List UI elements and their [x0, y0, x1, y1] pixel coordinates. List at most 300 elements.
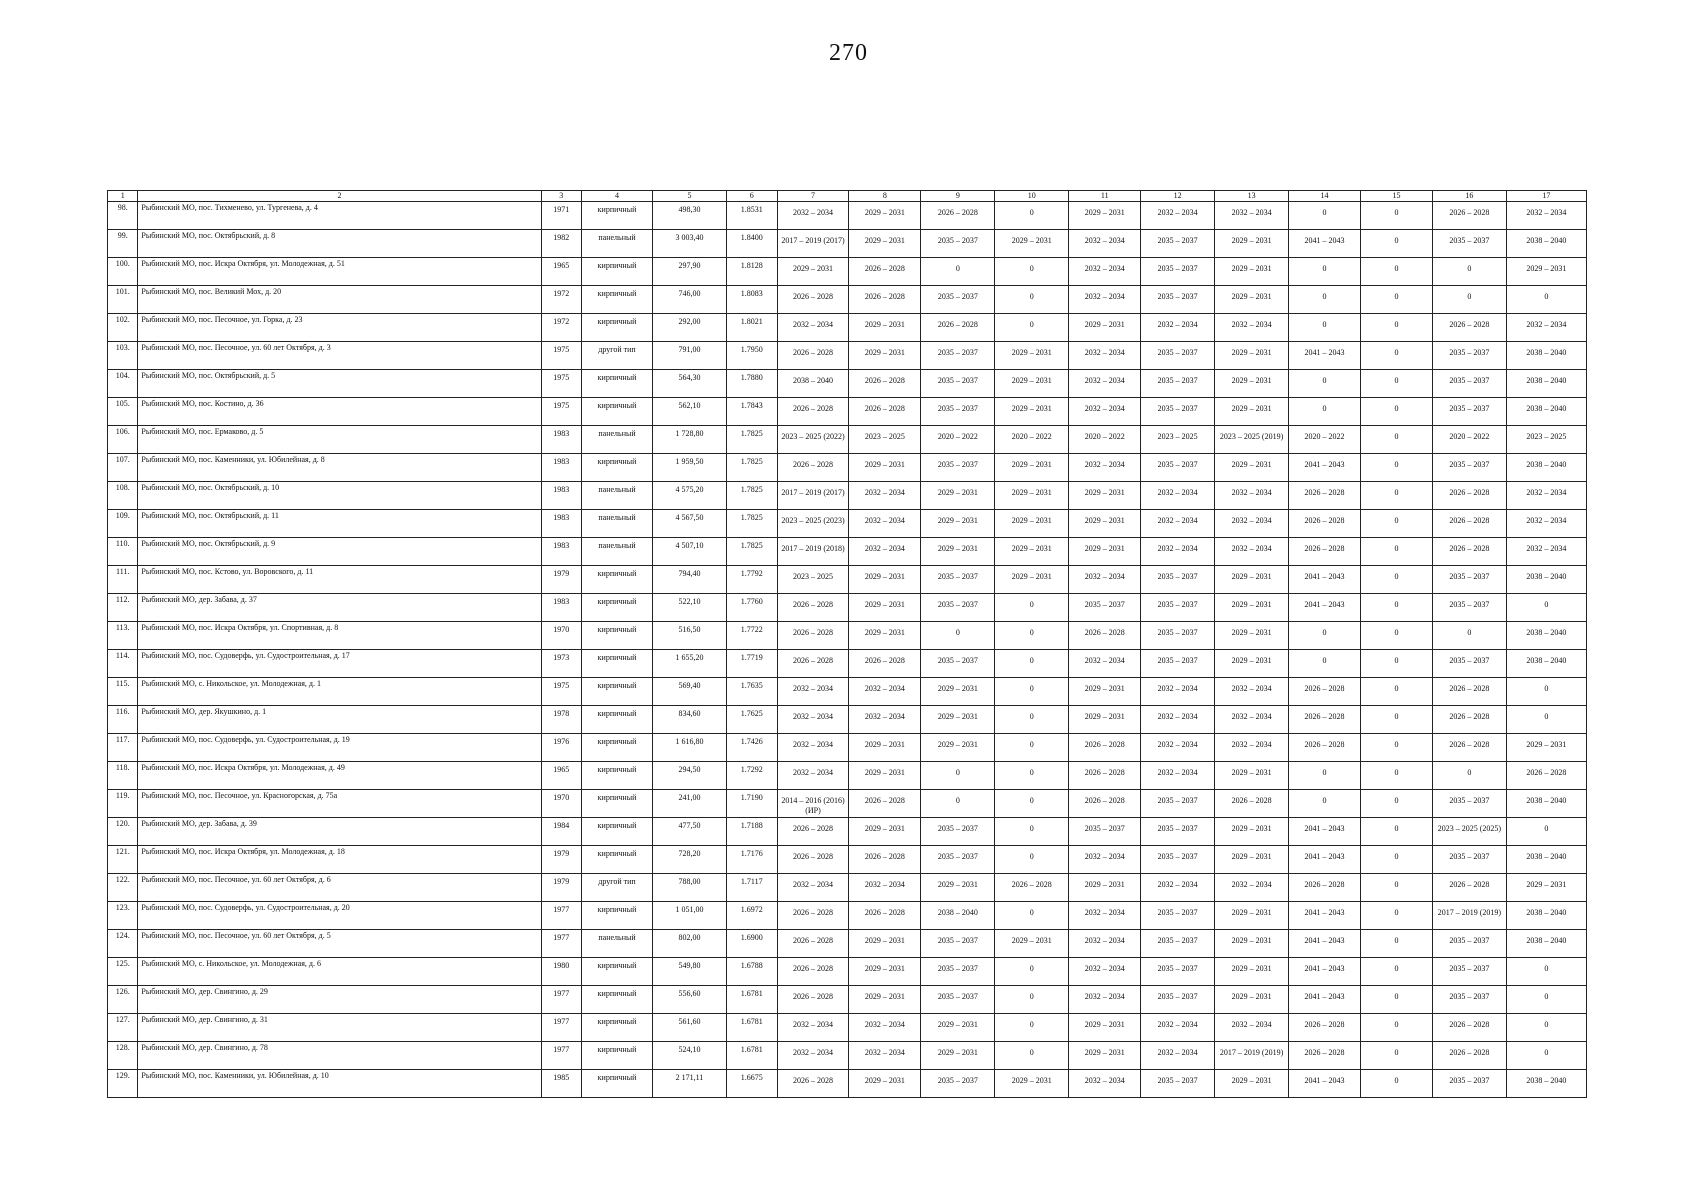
table-cell: 2038 – 2040 [1506, 846, 1586, 874]
table-cell: 2035 – 2037 [1141, 790, 1215, 818]
table-cell: 2029 – 2031 [1215, 258, 1289, 286]
address-cell: Рыбинский МО, пос. Песочное, ул. Горка, д. 23 [138, 314, 541, 342]
table-cell: 1970 [541, 622, 582, 650]
table-cell: кирпичный [582, 790, 653, 818]
table-cell: 2023 – 2025 (2025) [1432, 818, 1506, 846]
row-number: 105. [108, 398, 138, 426]
table-cell: 2035 – 2037 [921, 398, 995, 426]
table-cell: 2035 – 2037 [1432, 846, 1506, 874]
table-cell: 0 [1360, 314, 1432, 342]
table-cell: 2032 – 2034 [1215, 734, 1289, 762]
table-cell: 2035 – 2037 [1141, 230, 1215, 258]
table-cell: 2029 – 2031 [1506, 734, 1586, 762]
table-cell: панельный [582, 930, 653, 958]
table-cell: 2026 – 2028 [1289, 1042, 1361, 1070]
table-cell: 2035 – 2037 [1141, 930, 1215, 958]
table-cell: 2026 – 2028 [777, 622, 849, 650]
table-cell: 0 [995, 650, 1069, 678]
table-row [108, 370, 1587, 398]
table-cell: 2032 – 2034 [1069, 370, 1141, 398]
table-cell: 2032 – 2034 [1506, 482, 1586, 510]
table-cell: 2029 – 2031 [995, 538, 1069, 566]
table-cell: 2026 – 2028 [777, 958, 849, 986]
table-cell: 2026 – 2028 [1215, 790, 1289, 818]
address-cell: Рыбинский МО, пос. Октябрьский, д. 5 [138, 370, 541, 398]
table-cell: 788,00 [652, 874, 726, 902]
table-row [108, 762, 1587, 790]
table-cell: 0 [995, 762, 1069, 790]
table-cell: 2029 – 2031 [849, 958, 921, 986]
table-cell: 0 [1289, 258, 1361, 286]
table-cell: 2026 – 2028 [777, 650, 849, 678]
table-cell: 2032 – 2034 [1069, 930, 1141, 958]
table-cell: 516,50 [652, 622, 726, 650]
table-cell: 2023 – 2025 [849, 426, 921, 454]
table-cell: 2029 – 2031 [1215, 846, 1289, 874]
table-cell: 1983 [541, 538, 582, 566]
table-cell: кирпичный [582, 398, 653, 426]
table-row [108, 314, 1587, 342]
table-cell: 2032 – 2034 [1215, 314, 1289, 342]
table-cell: 0 [1289, 790, 1361, 818]
table-cell: 1.6781 [726, 1014, 777, 1042]
table-cell: 2020 – 2022 [1069, 426, 1141, 454]
table-cell: 2032 – 2034 [849, 538, 921, 566]
table-cell: 2023 – 2025 (2023) [777, 510, 849, 538]
table-cell: 2041 – 2043 [1289, 230, 1361, 258]
table-cell: 2032 – 2034 [1215, 706, 1289, 734]
address-cell: Рыбинский МО, пос. Октябрьский, д. 8 [138, 230, 541, 258]
table-cell: 2038 – 2040 [1506, 454, 1586, 482]
row-number: 127. [108, 1014, 138, 1042]
row-number: 116. [108, 706, 138, 734]
table-cell: 0 [1289, 650, 1361, 678]
table-cell: 0 [1289, 370, 1361, 398]
table-cell: 1 959,50 [652, 454, 726, 482]
table-cell: 2020 – 2022 [1432, 426, 1506, 454]
table-cell: 2029 – 2031 [1069, 314, 1141, 342]
table-cell: 2032 – 2034 [1506, 538, 1586, 566]
table-cell: 2029 – 2031 [921, 482, 995, 510]
table-cell: 2026 – 2028 [1432, 202, 1506, 230]
table-cell: 0 [1360, 258, 1432, 286]
table-row [108, 706, 1587, 734]
table-cell: 0 [995, 986, 1069, 1014]
table-cell: кирпичный [582, 706, 653, 734]
table-cell: 2017 – 2019 (2017) [777, 230, 849, 258]
table-cell: 0 [1360, 482, 1432, 510]
table-cell: кирпичный [582, 818, 653, 846]
table-cell: 1975 [541, 398, 582, 426]
table-cell: 1.7635 [726, 678, 777, 706]
table-cell: 0 [995, 1014, 1069, 1042]
table-cell: 0 [1360, 370, 1432, 398]
table-cell: 2029 – 2031 [921, 706, 995, 734]
table-cell: 2038 – 2040 [1506, 370, 1586, 398]
table-cell: 2038 – 2040 [1506, 930, 1586, 958]
table-cell: 1.7825 [726, 482, 777, 510]
table-cell: 522,10 [652, 594, 726, 622]
table-cell: 2035 – 2037 [921, 650, 995, 678]
row-number: 103. [108, 342, 138, 370]
table-cell: 562,10 [652, 398, 726, 426]
table-cell: 2032 – 2034 [777, 762, 849, 790]
address-cell: Рыбинский МО, пос. Песочное, ул. 60 лет Октября, д. 3 [138, 342, 541, 370]
row-number: 113. [108, 622, 138, 650]
table-cell: 2032 – 2034 [1215, 202, 1289, 230]
table-row [108, 454, 1587, 482]
table-cell: 2029 – 2031 [1215, 230, 1289, 258]
table-cell: 2026 – 2028 [921, 314, 995, 342]
table-row [108, 202, 1587, 230]
table-cell: 1.8400 [726, 230, 777, 258]
table-cell: 2041 – 2043 [1289, 454, 1361, 482]
table-cell: 1.7825 [726, 510, 777, 538]
table-cell: 2032 – 2034 [777, 734, 849, 762]
table-cell: кирпичный [582, 286, 653, 314]
table-cell: 2032 – 2034 [1069, 454, 1141, 482]
table-cell: 0 [995, 1042, 1069, 1070]
table-cell: 0 [995, 902, 1069, 930]
table-cell: 2032 – 2034 [777, 706, 849, 734]
table-cell: 2032 – 2034 [1069, 230, 1141, 258]
table-cell: 0 [1360, 202, 1432, 230]
table-cell: 1.6788 [726, 958, 777, 986]
address-cell: Рыбинский МО, пос. Октябрьский, д. 9 [138, 538, 541, 566]
table-cell: 2035 – 2037 [921, 286, 995, 314]
table-cell: 1965 [541, 762, 582, 790]
table-cell: 2041 – 2043 [1289, 818, 1361, 846]
row-number: 123. [108, 902, 138, 930]
table-cell: 2032 – 2034 [1141, 734, 1215, 762]
table-cell: 2035 – 2037 [1432, 594, 1506, 622]
table-cell: 2026 – 2028 [1289, 734, 1361, 762]
table-cell: 498,30 [652, 202, 726, 230]
table-cell: 2035 – 2037 [1432, 454, 1506, 482]
row-number: 124. [108, 930, 138, 958]
table-cell: 2032 – 2034 [1069, 846, 1141, 874]
table-cell: кирпичный [582, 762, 653, 790]
table-cell: 2029 – 2031 [849, 734, 921, 762]
table-cell: 1.7426 [726, 734, 777, 762]
table-cell: 2029 – 2031 [921, 1042, 995, 1070]
table-cell: 2029 – 2031 [1069, 538, 1141, 566]
table-cell: 1.8021 [726, 314, 777, 342]
table-cell: 2026 – 2028 [777, 1070, 849, 1098]
table-cell: 2035 – 2037 [1141, 818, 1215, 846]
table-cell: кирпичный [582, 902, 653, 930]
table-cell: 2038 – 2040 [1506, 790, 1586, 818]
table-cell: 524,10 [652, 1042, 726, 1070]
row-number: 115. [108, 678, 138, 706]
table-row [108, 874, 1587, 902]
table-cell: 1.8531 [726, 202, 777, 230]
table-cell: 2029 – 2031 [849, 594, 921, 622]
table-cell: 0 [1506, 286, 1586, 314]
address-cell: Рыбинский МО, пос. Искра Октября, ул. Молодежная, д. 51 [138, 258, 541, 286]
row-number: 102. [108, 314, 138, 342]
table-cell: 2032 – 2034 [1141, 482, 1215, 510]
table-cell: 2035 – 2037 [1432, 342, 1506, 370]
table-cell: кирпичный [582, 258, 653, 286]
table-cell: 1 728,80 [652, 426, 726, 454]
table-cell: 0 [921, 762, 995, 790]
column-header-3: 3 [541, 191, 582, 202]
table-cell: 1980 [541, 958, 582, 986]
table-cell: 2032 – 2034 [1069, 342, 1141, 370]
table-cell: кирпичный [582, 622, 653, 650]
table-cell: 2032 – 2034 [849, 678, 921, 706]
table-cell: 2026 – 2028 [1432, 734, 1506, 762]
table-cell: 2029 – 2031 [995, 454, 1069, 482]
table-row [108, 678, 1587, 706]
table-cell: 2026 – 2028 [1432, 1014, 1506, 1042]
table-row [108, 902, 1587, 930]
row-number: 100. [108, 258, 138, 286]
table-cell: 1983 [541, 454, 582, 482]
table-cell: 0 [1360, 818, 1432, 846]
table-cell: 2038 – 2040 [1506, 566, 1586, 594]
table-cell: 2032 – 2034 [849, 1042, 921, 1070]
table-cell: 2032 – 2034 [849, 482, 921, 510]
table-cell: 2035 – 2037 [921, 230, 995, 258]
row-number: 99. [108, 230, 138, 258]
table-cell: 0 [995, 594, 1069, 622]
table-cell: 2026 – 2028 [1506, 762, 1586, 790]
address-cell: Рыбинский МО, дер. Забава, д. 37 [138, 594, 541, 622]
table-cell: 2026 – 2028 [1289, 874, 1361, 902]
table-cell: 2032 – 2034 [1069, 398, 1141, 426]
column-number-row [108, 191, 1587, 202]
table-cell: 0 [995, 314, 1069, 342]
table-cell: 1985 [541, 1070, 582, 1098]
table-cell: 2026 – 2028 [777, 594, 849, 622]
table-cell: 2035 – 2037 [921, 958, 995, 986]
table-cell: панельный [582, 482, 653, 510]
table-cell: 2029 – 2031 [849, 314, 921, 342]
table-cell: 0 [1432, 762, 1506, 790]
address-cell: Рыбинский МО, пос. Октябрьский, д. 10 [138, 482, 541, 510]
table-cell: панельный [582, 426, 653, 454]
table-row [108, 538, 1587, 566]
column-header-9: 9 [921, 191, 995, 202]
table-cell: 2029 – 2031 [849, 1070, 921, 1098]
address-cell: Рыбинский МО, пос. Тихменево, ул. Тургенева, д. 4 [138, 202, 541, 230]
table-cell: 2026 – 2028 [1432, 510, 1506, 538]
table-cell: кирпичный [582, 846, 653, 874]
table-cell: 2026 – 2028 [1289, 678, 1361, 706]
table-cell: 2035 – 2037 [921, 930, 995, 958]
table-cell: 2035 – 2037 [1432, 230, 1506, 258]
table-row [108, 622, 1587, 650]
table-cell: 2035 – 2037 [1432, 398, 1506, 426]
table-cell: 0 [1506, 986, 1586, 1014]
table-cell: 2041 – 2043 [1289, 846, 1361, 874]
table-cell: 292,00 [652, 314, 726, 342]
table-cell: 2029 – 2031 [849, 818, 921, 846]
table-cell: 2041 – 2043 [1289, 930, 1361, 958]
table-cell: 2029 – 2031 [1069, 874, 1141, 902]
table-cell: 2032 – 2034 [1141, 874, 1215, 902]
table-cell: 0 [1360, 706, 1432, 734]
table-cell: 1977 [541, 1014, 582, 1042]
table-cell: 2017 – 2019 (2019) [1432, 902, 1506, 930]
table-cell: 2 171,11 [652, 1070, 726, 1098]
table-cell: 1 051,00 [652, 902, 726, 930]
table-cell: 2032 – 2034 [1215, 510, 1289, 538]
table-cell: кирпичный [582, 678, 653, 706]
table-row [108, 594, 1587, 622]
page-number: 270 [829, 40, 868, 66]
table-cell: 2032 – 2034 [1069, 258, 1141, 286]
table-row [108, 790, 1587, 818]
table-cell: 2020 – 2022 [995, 426, 1069, 454]
table-cell: 2032 – 2034 [1141, 1042, 1215, 1070]
table-cell: 1983 [541, 510, 582, 538]
table-cell: 2026 – 2028 [1289, 482, 1361, 510]
table-cell: 2029 – 2031 [849, 762, 921, 790]
table-cell: 1.7625 [726, 706, 777, 734]
table-cell: 2029 – 2031 [1215, 650, 1289, 678]
table-cell: 1975 [541, 342, 582, 370]
table-cell: 564,30 [652, 370, 726, 398]
table-cell: 2026 – 2028 [849, 370, 921, 398]
table-cell: 2038 – 2040 [1506, 650, 1586, 678]
table-cell: 2035 – 2037 [921, 1070, 995, 1098]
table-cell: 1978 [541, 706, 582, 734]
table-cell: 2032 – 2034 [1215, 1014, 1289, 1042]
table-cell: кирпичный [582, 1070, 653, 1098]
table-cell: 2026 – 2028 [1289, 1014, 1361, 1042]
table-cell: 1976 [541, 734, 582, 762]
table-cell: 0 [1360, 734, 1432, 762]
table-cell: 2032 – 2034 [849, 510, 921, 538]
row-number: 108. [108, 482, 138, 510]
table-cell: 0 [1360, 342, 1432, 370]
table-cell: 2029 – 2031 [995, 230, 1069, 258]
table-cell: 2035 – 2037 [1432, 1070, 1506, 1098]
table-cell: кирпичный [582, 454, 653, 482]
address-cell: Рыбинский МО, дер. Свингино, д. 78 [138, 1042, 541, 1070]
table-cell: 2029 – 2031 [849, 454, 921, 482]
table-cell: 0 [1360, 398, 1432, 426]
table-row [108, 650, 1587, 678]
table-cell: 1.8128 [726, 258, 777, 286]
column-header-2: 2 [138, 191, 541, 202]
table-cell: 2020 – 2022 [921, 426, 995, 454]
table-cell: 2035 – 2037 [1069, 594, 1141, 622]
table-row [108, 986, 1587, 1014]
row-number: 112. [108, 594, 138, 622]
row-number: 110. [108, 538, 138, 566]
table-cell: 2026 – 2028 [1069, 622, 1141, 650]
table-cell: 2029 – 2031 [1215, 342, 1289, 370]
table-cell: 2029 – 2031 [1215, 930, 1289, 958]
address-cell: Рыбинский МО, пос. Искра Октября, ул. Спортивная, д. 8 [138, 622, 541, 650]
table-cell: 1977 [541, 902, 582, 930]
table-cell: 2026 – 2028 [849, 846, 921, 874]
table-cell: 2026 – 2028 [777, 902, 849, 930]
table-cell: 746,00 [652, 286, 726, 314]
table-cell: 2035 – 2037 [1141, 650, 1215, 678]
table-cell: 0 [921, 258, 995, 286]
table-cell: 294,50 [652, 762, 726, 790]
table-cell: 2032 – 2034 [777, 678, 849, 706]
table-cell: 2038 – 2040 [777, 370, 849, 398]
column-header-14: 14 [1289, 191, 1361, 202]
table-cell: 1979 [541, 846, 582, 874]
table-cell: 2035 – 2037 [1141, 986, 1215, 1014]
column-header-11: 11 [1069, 191, 1141, 202]
table-cell: 2041 – 2043 [1289, 566, 1361, 594]
table-cell: 2032 – 2034 [1506, 314, 1586, 342]
table-cell: 2032 – 2034 [1215, 678, 1289, 706]
table-cell: 2032 – 2034 [1141, 1014, 1215, 1042]
address-cell: Рыбинский МО, дер. Якушкино, д. 1 [138, 706, 541, 734]
address-cell: Рыбинский МО, пос. Костино, д. 36 [138, 398, 541, 426]
table-cell: 2029 – 2031 [1069, 706, 1141, 734]
table-cell: 1.6781 [726, 986, 777, 1014]
table-cell: 0 [1506, 818, 1586, 846]
table-cell: 2029 – 2031 [1215, 1070, 1289, 1098]
table-cell: 2029 – 2031 [849, 622, 921, 650]
table-cell: 0 [1360, 594, 1432, 622]
table-cell: 0 [1360, 678, 1432, 706]
table-cell: 1.7176 [726, 846, 777, 874]
address-cell: Рыбинский МО, пос. Искра Октября, ул. Молодежная, д. 18 [138, 846, 541, 874]
table-cell: 0 [995, 790, 1069, 818]
table-cell: 2032 – 2034 [1069, 1070, 1141, 1098]
table-cell: 1972 [541, 286, 582, 314]
table-cell: 2026 – 2028 [777, 286, 849, 314]
table-cell: 2026 – 2028 [1069, 734, 1141, 762]
table-row [108, 734, 1587, 762]
table-cell: 2035 – 2037 [1141, 846, 1215, 874]
table-cell: 241,00 [652, 790, 726, 818]
column-header-10: 10 [995, 191, 1069, 202]
address-cell: Рыбинский МО, пос. Каменники, ул. Юбилейная, д. 8 [138, 454, 541, 482]
row-number: 122. [108, 874, 138, 902]
table-cell: 297,90 [652, 258, 726, 286]
table-cell: 2032 – 2034 [1069, 902, 1141, 930]
address-cell: Рыбинский МО, дер. Свингино, д. 29 [138, 986, 541, 1014]
table-cell: 2035 – 2037 [1432, 958, 1506, 986]
table-cell: 1977 [541, 930, 582, 958]
table-cell: 2029 – 2031 [1215, 454, 1289, 482]
table-cell: кирпичный [582, 986, 653, 1014]
table-cell: 2029 – 2031 [1069, 1042, 1141, 1070]
table-cell: 2035 – 2037 [1141, 566, 1215, 594]
table-cell: 2035 – 2037 [1432, 370, 1506, 398]
table-cell: 0 [1360, 650, 1432, 678]
table-cell: 2029 – 2031 [921, 538, 995, 566]
table-cell: 2029 – 2031 [1069, 202, 1141, 230]
table-cell: 2023 – 2025 [777, 566, 849, 594]
table-cell: 2029 – 2031 [921, 874, 995, 902]
table-cell: 2032 – 2034 [1506, 202, 1586, 230]
table-cell: 2026 – 2028 [995, 874, 1069, 902]
address-cell: Рыбинский МО, с. Никольское, ул. Молодежная, д. 1 [138, 678, 541, 706]
table-cell: 2029 – 2031 [1069, 1014, 1141, 1042]
table-cell: 1982 [541, 230, 582, 258]
table-row [108, 230, 1587, 258]
table-cell: кирпичный [582, 650, 653, 678]
table-cell: 2035 – 2037 [1141, 342, 1215, 370]
table-cell: 1.8083 [726, 286, 777, 314]
table-cell: 2038 – 2040 [921, 902, 995, 930]
table-cell: 2029 – 2031 [1215, 902, 1289, 930]
table-cell: 0 [1360, 958, 1432, 986]
